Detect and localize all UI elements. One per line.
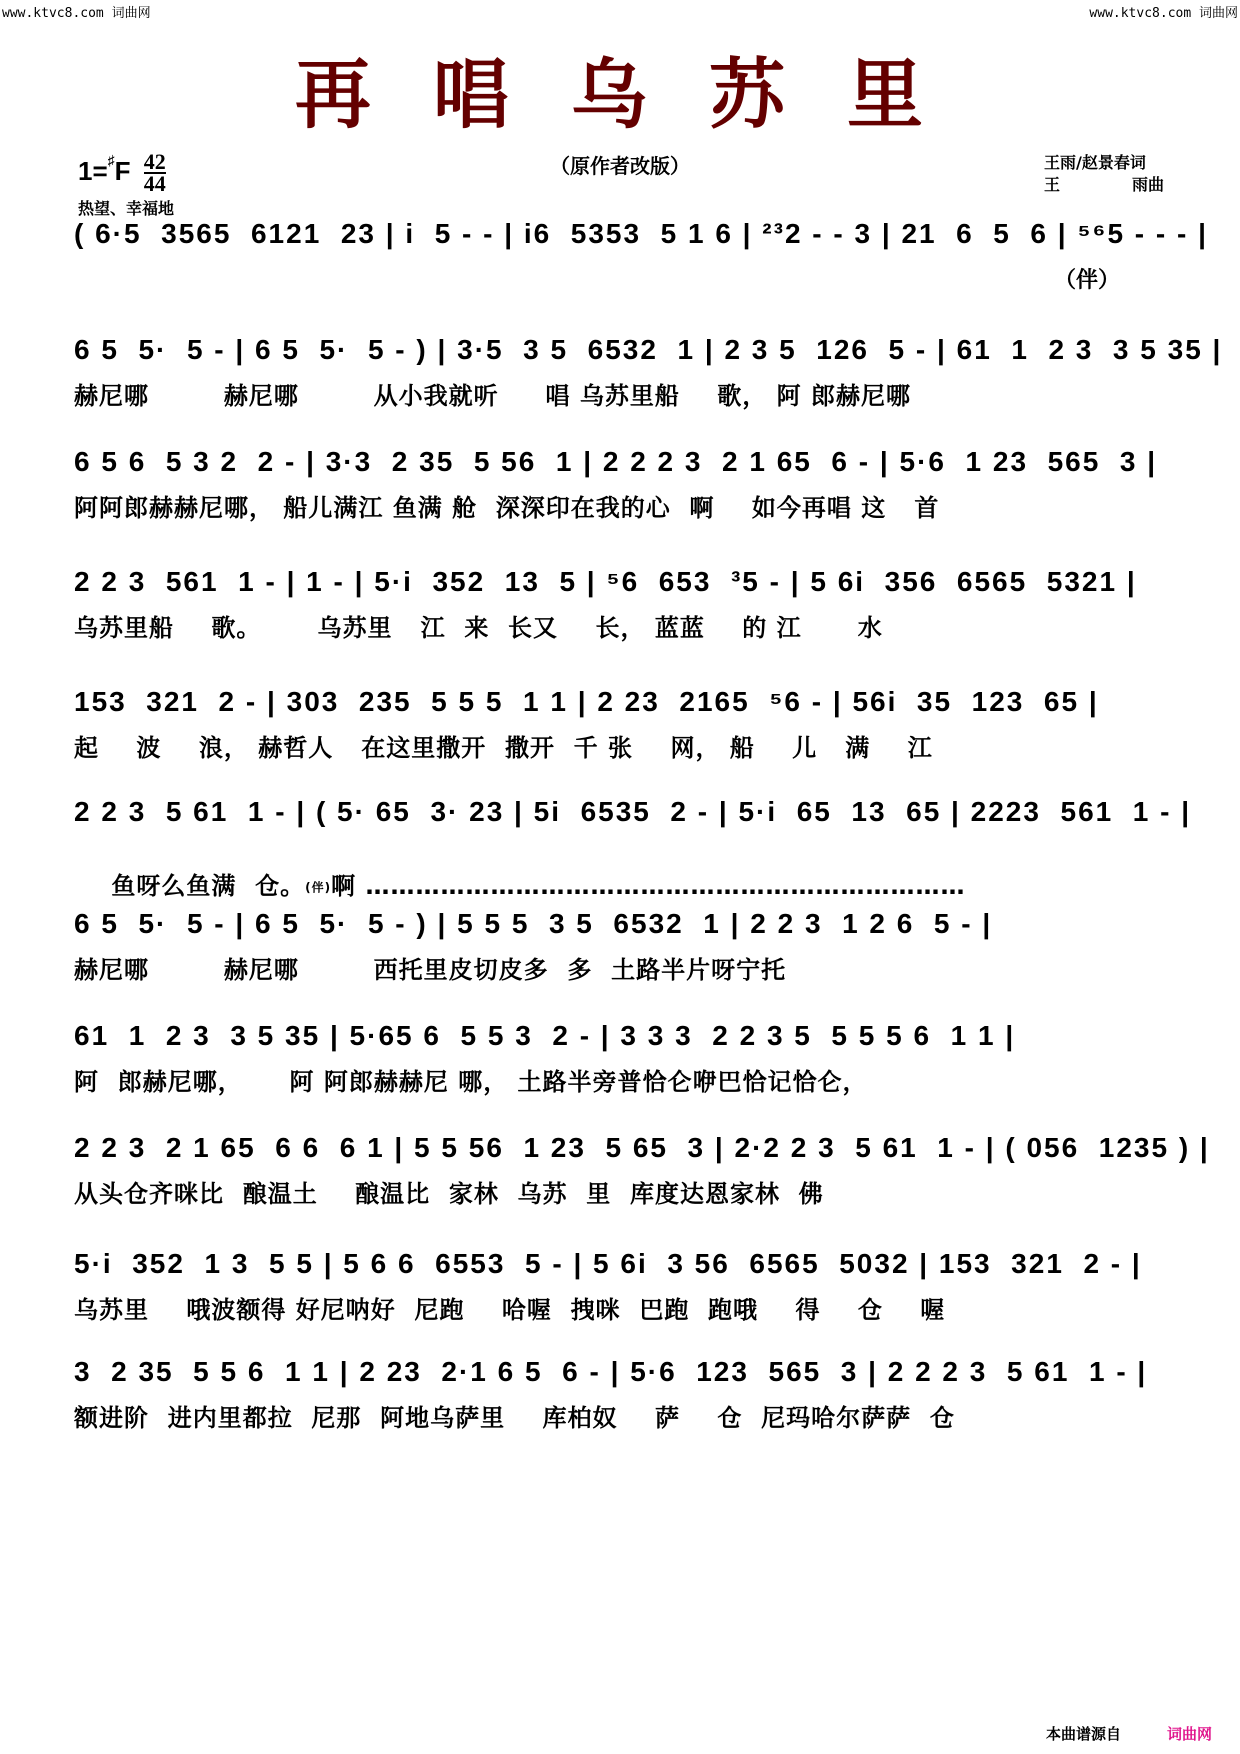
notation-line: 61 1 2 3 3 5 35 | 5·65 6 5 5 3 2 - | 3 3 3 2 2 3 5 5 5 5 6 1 1 | (74, 1020, 1016, 1051)
tempo-mood: 热望、幸福地 (78, 199, 175, 218)
notation-line: ( 6·5 3565 6121 23 | i 5 - - | i6 5353 5 1 6 | ²³2 - - 3 | 21 6 5 6 | ⁵⁶5 - - - | (74, 218, 1208, 249)
time-signature-1: $\frac{4}{4}$ (143, 149, 155, 196)
key-note: F (114, 155, 131, 186)
score-system-9 (74, 1132, 1210, 1242)
notation-line: 5·i 352 1 3 5 5 | 5 6 6 6553 5 - | 5 6i 3 56 6565 5032 | 153 321 2 - | (74, 1248, 1142, 1279)
footer (1046, 1723, 1212, 1744)
score-system-2 (74, 334, 1223, 444)
accompaniment-label: （伴） (1054, 268, 1121, 293)
key-label: 1= (78, 155, 108, 186)
score-system-10 (74, 1248, 1168, 1358)
score-system-4 (74, 566, 1168, 676)
notation-line: 6 5 5· 5 - | 6 5 5· 5 - ) | 3·5 3 5 6532 1 | 2 3 5 126 5 - | 61 1 2 3 3 5 35 | (74, 334, 1223, 365)
lyrics-line: 乌苏里船 歌。 乌苏里 江 来 长又 长， 蓝蓝 的 江 水 (74, 614, 883, 642)
score-system-11 (74, 1356, 1168, 1466)
lyrics-line: 乌苏里 哦波额得 好尼呐好 尼跑 哈喔 拽咪 巴跑 跑哦 得 仓 喔 (74, 1296, 946, 1324)
watermark-left: www.ktvc8.com 词曲网 (2, 6, 151, 21)
lyricist: 王雨/赵景春词 (1044, 153, 1146, 172)
notation-line: 6 5 6 5 3 2 2 - | 3·3 2 35 5 56 1 | 2 2 2 3 2 1 65 6 - | 5·6 1 23 565 3 | (74, 446, 1158, 477)
lyrics-text: 鱼呀么鱼满 仓。 (111, 872, 306, 900)
source-label: 本曲谱源自 (1045, 1725, 1121, 1743)
score-system-5 (74, 686, 1168, 796)
accompaniment-label: (伴) (305, 880, 332, 895)
notation-line: 2 2 3 561 1 - | 1 - | 5·i 352 13 5 | ⁵6 653 ³5 - | 5 6i 356 6565 5321 | (74, 566, 1137, 597)
lyrics-line: 阿阿郎赫赫尼哪， 船儿满江 鱼满 舱 深深印在我的心 啊 如今再唱 这 首 (74, 494, 940, 522)
lyrics-tail: 啊 ……………………………………………………………… (331, 872, 966, 900)
composer: 王 雨曲 (1044, 175, 1164, 194)
notation-line: 6 5 5· 5 - | 6 5 5· 5 - ) | 5 5 5 3 5 6532 1 | 2 2 3 1 2 6 5 - | (74, 908, 993, 939)
notation-line: 2 2 3 2 1 65 6 6 6 1 | 5 5 56 1 23 5 65 3 | 2·2 2 3 5 61 1 - | ( 056 1235 ) | (74, 1132, 1210, 1163)
time-signature-2: $\frac{2}{4}$ (154, 149, 166, 196)
score-system-1 (74, 218, 1208, 328)
subtitle: （原作者改版） (550, 154, 690, 178)
score-system-8 (74, 1020, 1168, 1130)
watermark-right: www.ktvc8.com 词曲网 (1089, 6, 1238, 21)
lyrics-line: 阿 郎赫尼哪， 阿 阿郎赫赫尼 哪， 土路半旁普恰仑咿巴恰记恰仑， (74, 1068, 868, 1096)
sharp-icon: ♯ (107, 152, 115, 168)
page-title: 再唱乌苏里 (295, 50, 985, 139)
notation-line: 3 2 35 5 5 6 1 1 | 2 23 2·1 6 5 6 - | 5·6 123 565 3 | 2 2 2 3 5 61 1 - | (74, 1356, 1148, 1387)
credits (1044, 152, 1164, 196)
lyrics-line: 赫尼哪 赫尼哪 从小我就听 唱 乌苏里船 歌， 阿 郎赫尼哪 (74, 382, 911, 410)
brand-link[interactable]: 词曲网 (1166, 1725, 1212, 1743)
lyrics-line: 赫尼哪 赫尼哪 西托里皮切皮多 多 土路半片呀宁托 (74, 956, 787, 984)
score-system-7 (74, 908, 1168, 1018)
lyrics-line: 额进阶 进内里都拉 尼那 阿地乌萨里 库柏奴 萨 仓 尼玛哈尔萨萨 仓 (74, 1404, 955, 1432)
score-system-6 (74, 796, 1192, 906)
score-system-3 (74, 446, 1168, 556)
lyrics-line: 从头仓齐咪比 酿温土 酿温比 家林 乌苏 里 库度达恩家林 佛 (74, 1180, 824, 1208)
notation-line: 2 2 3 5 61 1 - | ( 5· 65 3· 23 | 5i 6535 2 - | 5·i 65 13 65 | 2223 561 1 - | (74, 796, 1192, 827)
notation-line: 153 321 2 - | 303 235 5 5 5 1 1 | 2 23 2165 ⁵6 - | 56i 35 123 65 | (74, 686, 1099, 717)
lyrics-line: 起 波 浪， 赫哲人 在这里撒开 撒开 千 张 网， 船 儿 满 江 (74, 734, 933, 762)
